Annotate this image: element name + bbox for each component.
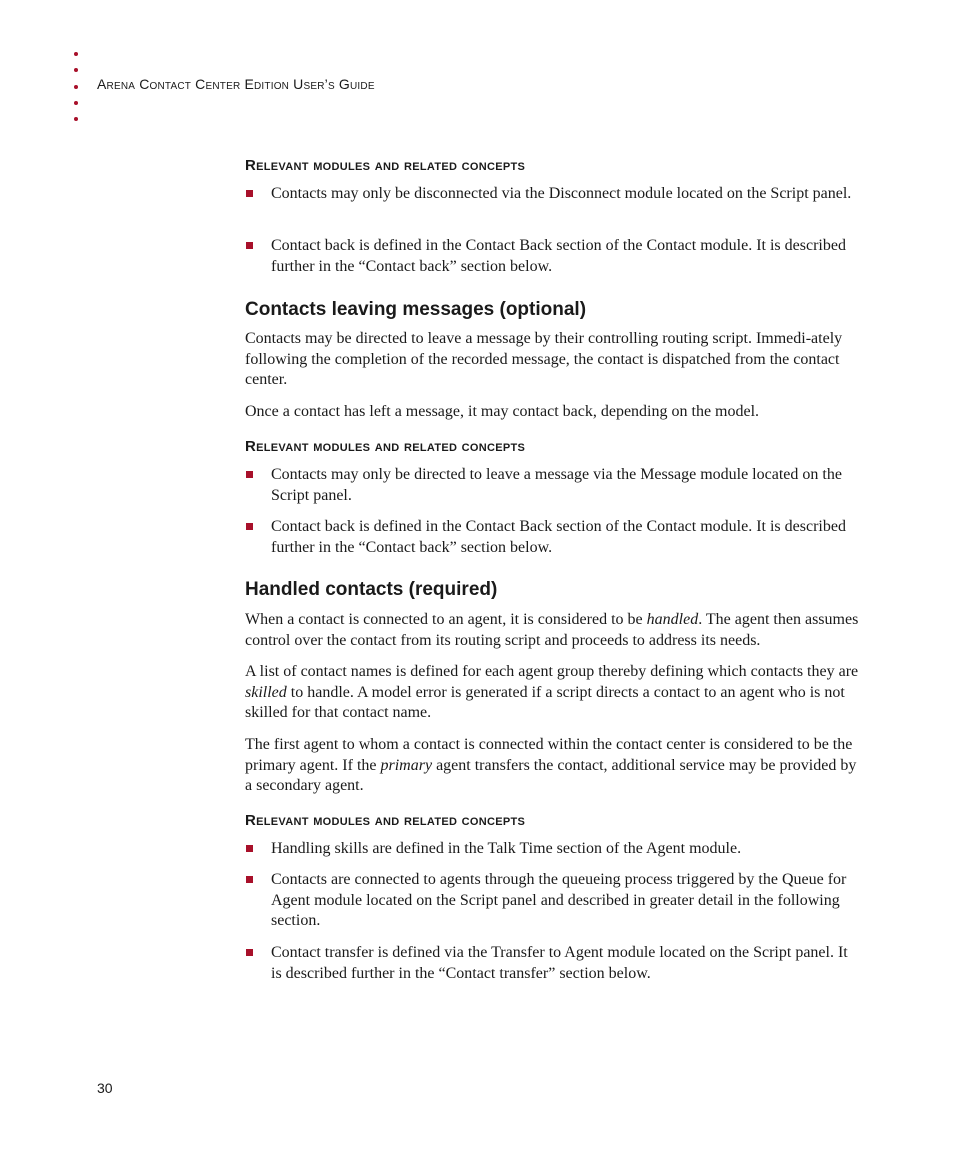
text-run: The first agent to whom a contact is connected within the contact center is considered to be the primary agent. If the [245, 736, 853, 774]
paragraph [245, 610, 860, 651]
subhead-relevant-modules-3: Relevant modules and related concepts [245, 812, 526, 829]
paragraph-text: Contacts may be directed to leave a message by their controlling routing script. Immedi-ately following the completion of the recorded message, the contact is dispatched from the contact center. [245, 330, 843, 389]
list-item-text: Contacts are connected to agents through the queueing process triggered by the Queue for Agent module located on the Script panel and described in greater detail in the following section. [271, 871, 847, 930]
paragraph [245, 662, 860, 724]
list-item-text: Contact back is defined in the Contact Back section of the Contact module. It is described further in the “Contact back” section below. [271, 237, 846, 275]
bullet-square-icon [246, 471, 253, 478]
list-item [245, 517, 860, 558]
paragraph [245, 402, 860, 423]
text-run: . The agent then assumes control over the contact from its routing script and proceeds to address its needs. [245, 611, 859, 649]
paragraph-text: Once a contact has left a message, it may contact back, depending on the model. [245, 403, 760, 420]
list-item [245, 943, 860, 984]
list-item [245, 465, 860, 506]
list-item-text: Contact back is defined in the Contact Back section of the Contact module. It is described further in the “Contact back” section below. [271, 518, 846, 556]
list-item-text: Handling skills are defined in the Talk Time section of the Agent module. [271, 840, 742, 857]
bullet-square-icon [246, 876, 253, 883]
margin-dot [74, 101, 78, 105]
bullet-square-icon [246, 949, 253, 956]
emphasis-term: skilled [245, 683, 287, 701]
paragraph [245, 735, 860, 797]
list-item-text: Contacts may only be directed to leave a message via the Message module located on the Script panel. [271, 466, 842, 504]
subhead-relevant-modules-2: Relevant modules and related concepts [245, 438, 526, 455]
list-item [245, 839, 860, 860]
paragraph-text [245, 662, 860, 724]
page-number: 30 [97, 1080, 113, 1096]
bullet-square-icon [246, 845, 253, 852]
text-run: agent transfers the contact, additional service may be provided by a secondary agent. [245, 756, 857, 795]
list-item [245, 236, 860, 277]
text-run: When a contact is connected to an agent, it is considered to be [245, 611, 647, 628]
paragraph-text [245, 735, 860, 797]
text-run: A list of contact names is defined for each agent group thereby defining which contacts they are [245, 663, 859, 680]
list-item-text: Contacts may only be disconnected via the Disconnect module located on the Script panel. [271, 185, 852, 202]
heading-contacts-leaving-messages: Contacts leaving messages (optional) [245, 299, 587, 320]
paragraph [245, 329, 860, 391]
list-item [245, 870, 860, 932]
bullet-square-icon [246, 242, 253, 249]
margin-dot [74, 52, 78, 56]
margin-dot [74, 68, 78, 72]
heading-handled-contacts: Handled contacts (required) [245, 579, 498, 600]
emphasis-term: handled [646, 611, 699, 628]
margin-dot [74, 117, 78, 121]
margin-dot [74, 85, 78, 89]
paragraph-text [245, 610, 860, 651]
text-run: to handle. A model error is generated if a script directs a contact to an agent who is not skilled for that contact name. [245, 683, 845, 722]
bullet-square-icon [246, 190, 253, 197]
list-item-text: Contact transfer is defined via the Transfer to Agent module located on the Script panel. It is described further in the “Contact transfer” section below. [271, 944, 848, 982]
subhead-relevant-modules-1: Relevant modules and related concepts [245, 157, 526, 174]
bullet-square-icon [246, 523, 253, 530]
list-item [245, 184, 860, 205]
emphasis-term: primary [380, 756, 433, 774]
running-header: Arena Contact Center Edition User’s Guide [97, 76, 375, 92]
